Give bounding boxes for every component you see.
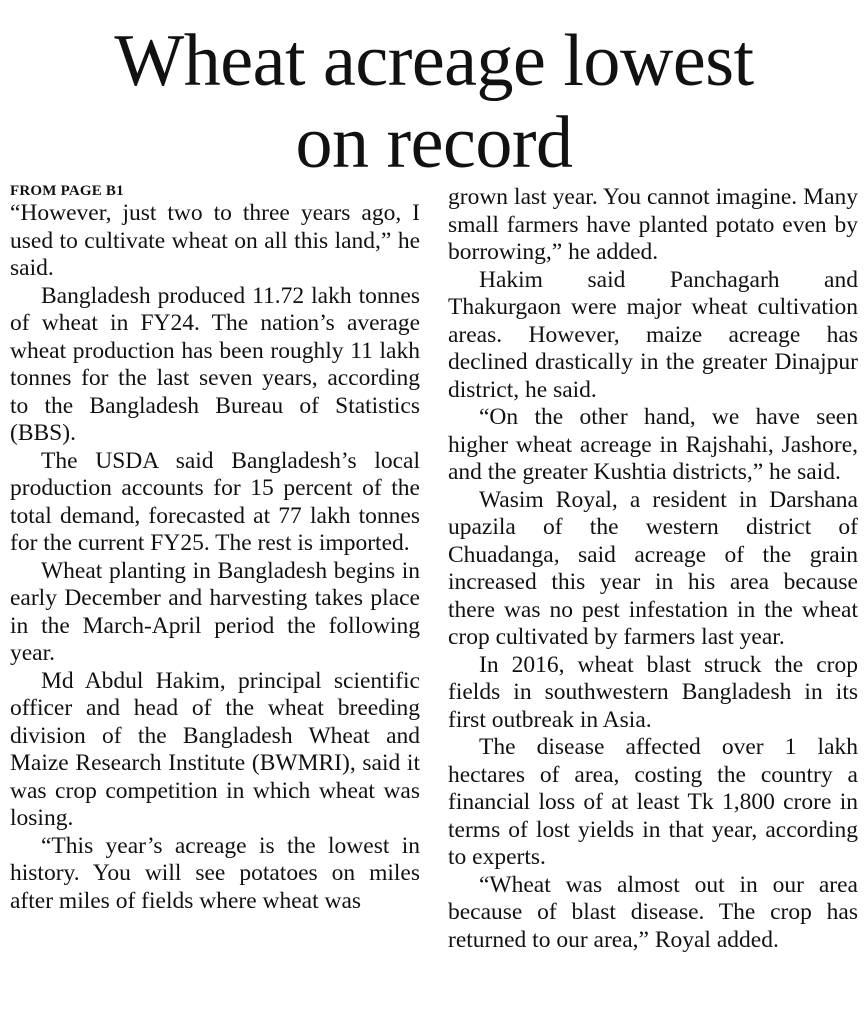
paragraph: Wasim Royal, a resident in Darshana upazila of the western district of Chuadanga, said acreage of the grain increased this year in his area because there was no pest infestation in the wheat crop cultivated by farmers last year. — [448, 486, 858, 650]
paragraph: Md Abdul Hakim, principal scientific officer and head of the wheat breeding division of the Bangladesh Wheat and Maize Research Institute (BWMRI), said it was crop competition in which wheat was losing. — [10, 667, 420, 831]
paragraph: Hakim said Panchagarh and Thakurgaon were major wheat cultivation areas. However, maize acreage has declined drastically in the greater Dinajpur district, he said. — [448, 266, 858, 403]
paragraph: grown last year. You cannot imagine. Many small farmers have planted potato even by borrowing,” he added. — [448, 184, 858, 265]
kicker: FROM PAGE B1 — [10, 183, 124, 199]
right-column — [448, 184, 858, 954]
paragraph: The disease affected over 1 lakh hectares of area, costing the country a financial loss of at least Tk 1,800 crore in terms of lost yields in that year, according to experts. — [448, 734, 858, 870]
paragraph: Bangladesh produced 11.72 lakh tonnes of wheat in FY24. The nation’s average wheat production has been roughly 11 lakh tonnes for the last seven years, according to the Bangladesh Bureau of Statistics (BBS). — [10, 282, 420, 446]
paragraph: The USDA said Bangladesh’s local production accounts for 15 percent of the total demand, forecasted at 77 lakh tonnes for the current FY25. The rest is imported. — [10, 447, 420, 556]
paragraph: “However, just two to three years ago, I used to cultivate wheat on all this land,” he said. — [10, 200, 420, 281]
paragraph: “This year’s acreage is the lowest in history. You will see potatoes on miles after miles of fields where wheat was — [10, 832, 420, 914]
paragraph: In 2016, wheat blast struck the crop fields in southwestern Bangladesh in its first outbreak in Asia. — [448, 651, 858, 733]
left-column — [10, 182, 420, 915]
paragraph: “Wheat was almost out in our area because of blast disease. The crop has returned to our area,” Royal added. — [448, 871, 858, 953]
paragraph: Wheat planting in Bangladesh begins in early December and harvesting takes place in the March-April period the following year. — [10, 557, 420, 666]
paragraph: “On the other hand, we have seen higher wheat acreage in Rajshahi, Jashore, and the greater Kushtia districts,” he said. — [448, 404, 858, 485]
headline: Wheat acreage lowest on record — [114, 20, 754, 184]
